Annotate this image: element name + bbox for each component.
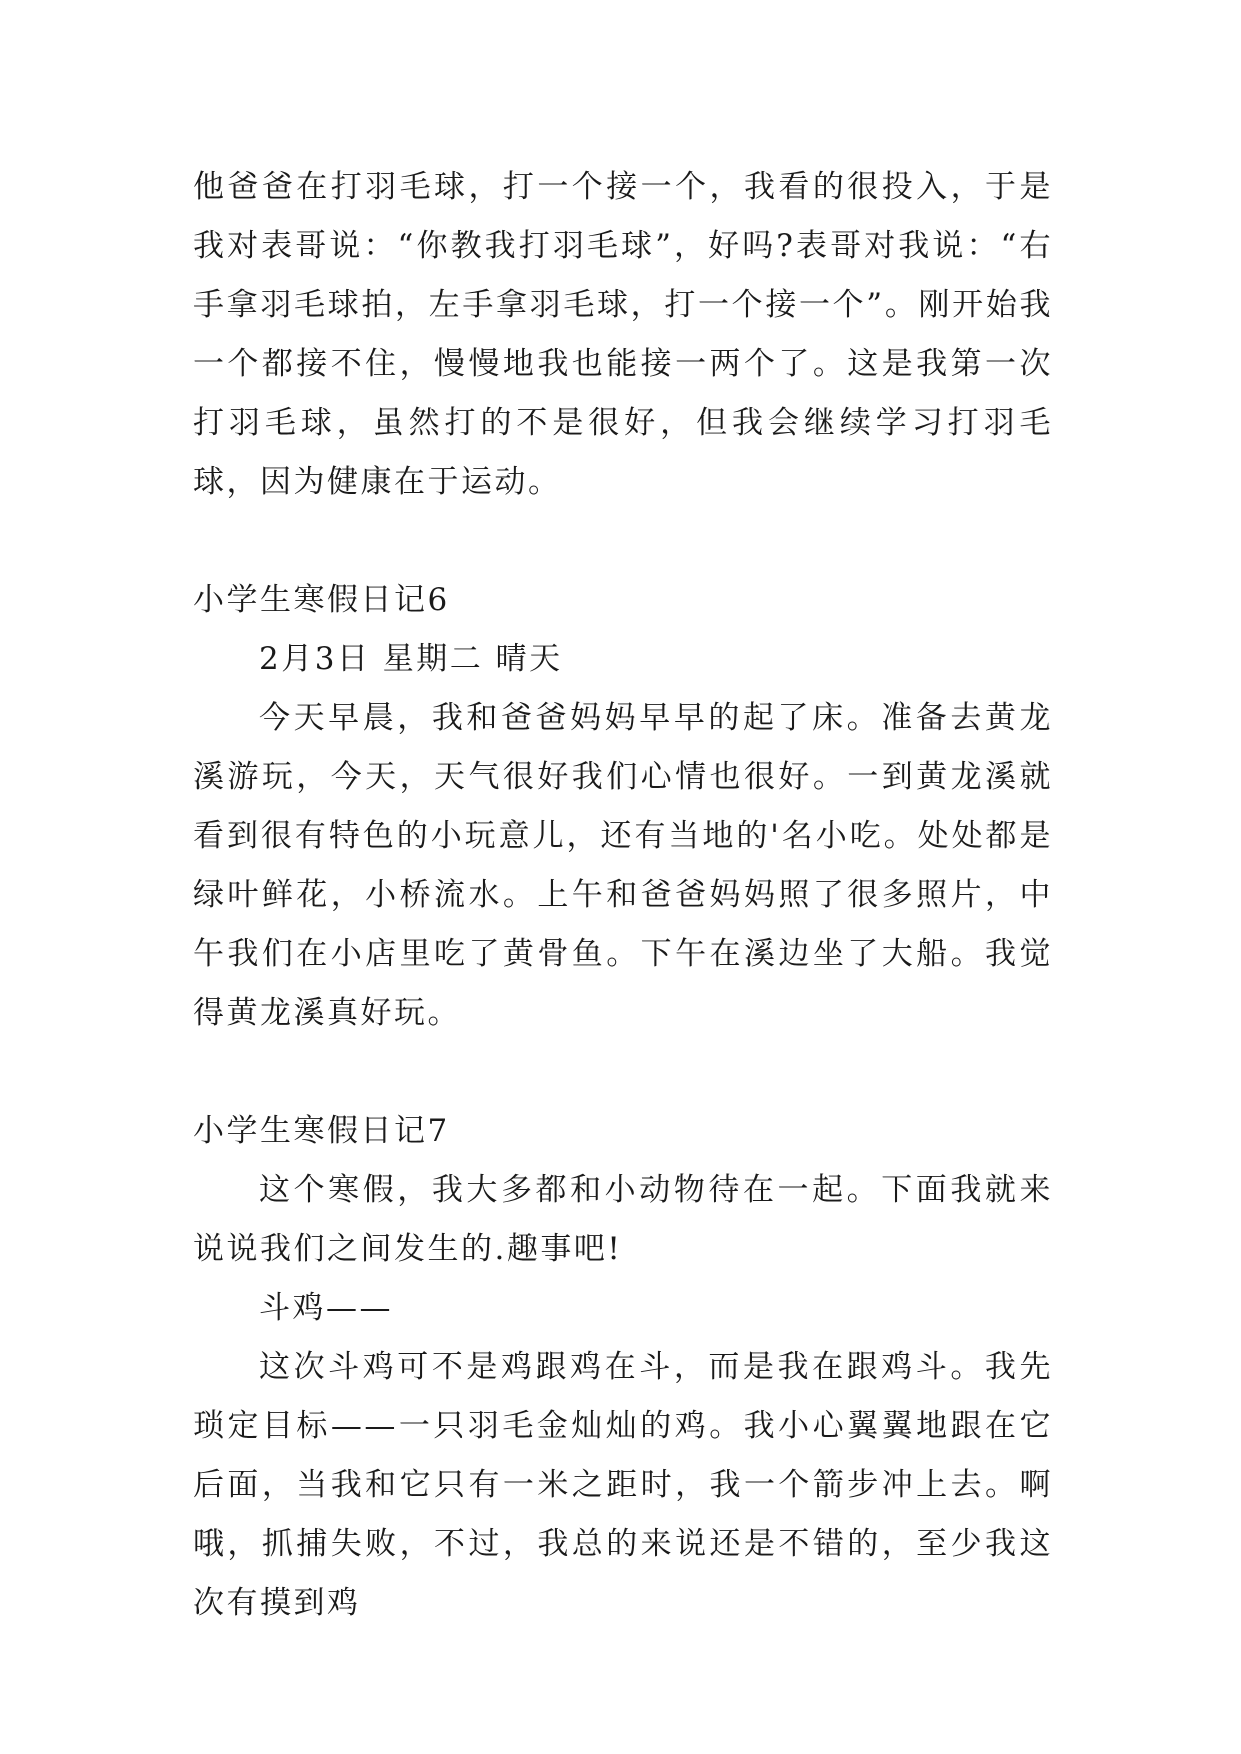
entry-7-title: 小学生寒假日记7 [193,1113,450,1149]
document-body [193,158,1053,1633]
entry-7-subheading: 斗鸡—— [259,1290,393,1326]
paragraph-badminton: 他爸爸在打羽毛球，打一个接一个，我看的很投入，于是我对表哥说：“你教我打羽毛球”，好吗?表哥对我说：“右手拿羽毛球拍，左手拿羽毛球，打一个接一个”。刚开始我一个都接不住，慢慢地我也能接一两个了。这是我第一次打羽毛球，虽然打的不是很好，但我会继续学习打羽毛球，因为健康在于运动。 [193,169,1053,500]
entry-6-body: 今天早晨，我和爸爸妈妈早早的起了床。准备去黄龙溪游玩，今天，天气很好我们心情也很好。一到黄龙溪就看到很有特色的小玩意儿，还有当地的'名小吃。处处都是绿叶鲜花，小桥流水。上午和爸爸妈妈照了很多照片，中午我们在小店里吃了黄骨鱼。下午在溪边坐了大船。我觉得黄龙溪真好玩。 [193,700,1053,1031]
entry-6-date-line: 2月3日 星期二 晴天 [259,641,563,677]
spacer [193,512,1053,571]
entry-6-title: 小学生寒假日记6 [193,582,450,618]
entry-7-intro: 这个寒假，我大多都和小动物待在一起。下面我就来说说我们之间发生的.趣事吧! [193,1172,1053,1267]
entry-7-body: 这次斗鸡可不是鸡跟鸡在斗，而是我在跟鸡斗。我先琐定目标——一只羽毛金灿灿的鸡。我小心翼翼地跟在它后面，当我和它只有一米之距时，我一个箭步冲上去。啊哦，抓捕失败，不过，我总的来说还是不错的，至少我这次有摸到鸡 [193,1349,1053,1621]
spacer [193,1043,1053,1102]
